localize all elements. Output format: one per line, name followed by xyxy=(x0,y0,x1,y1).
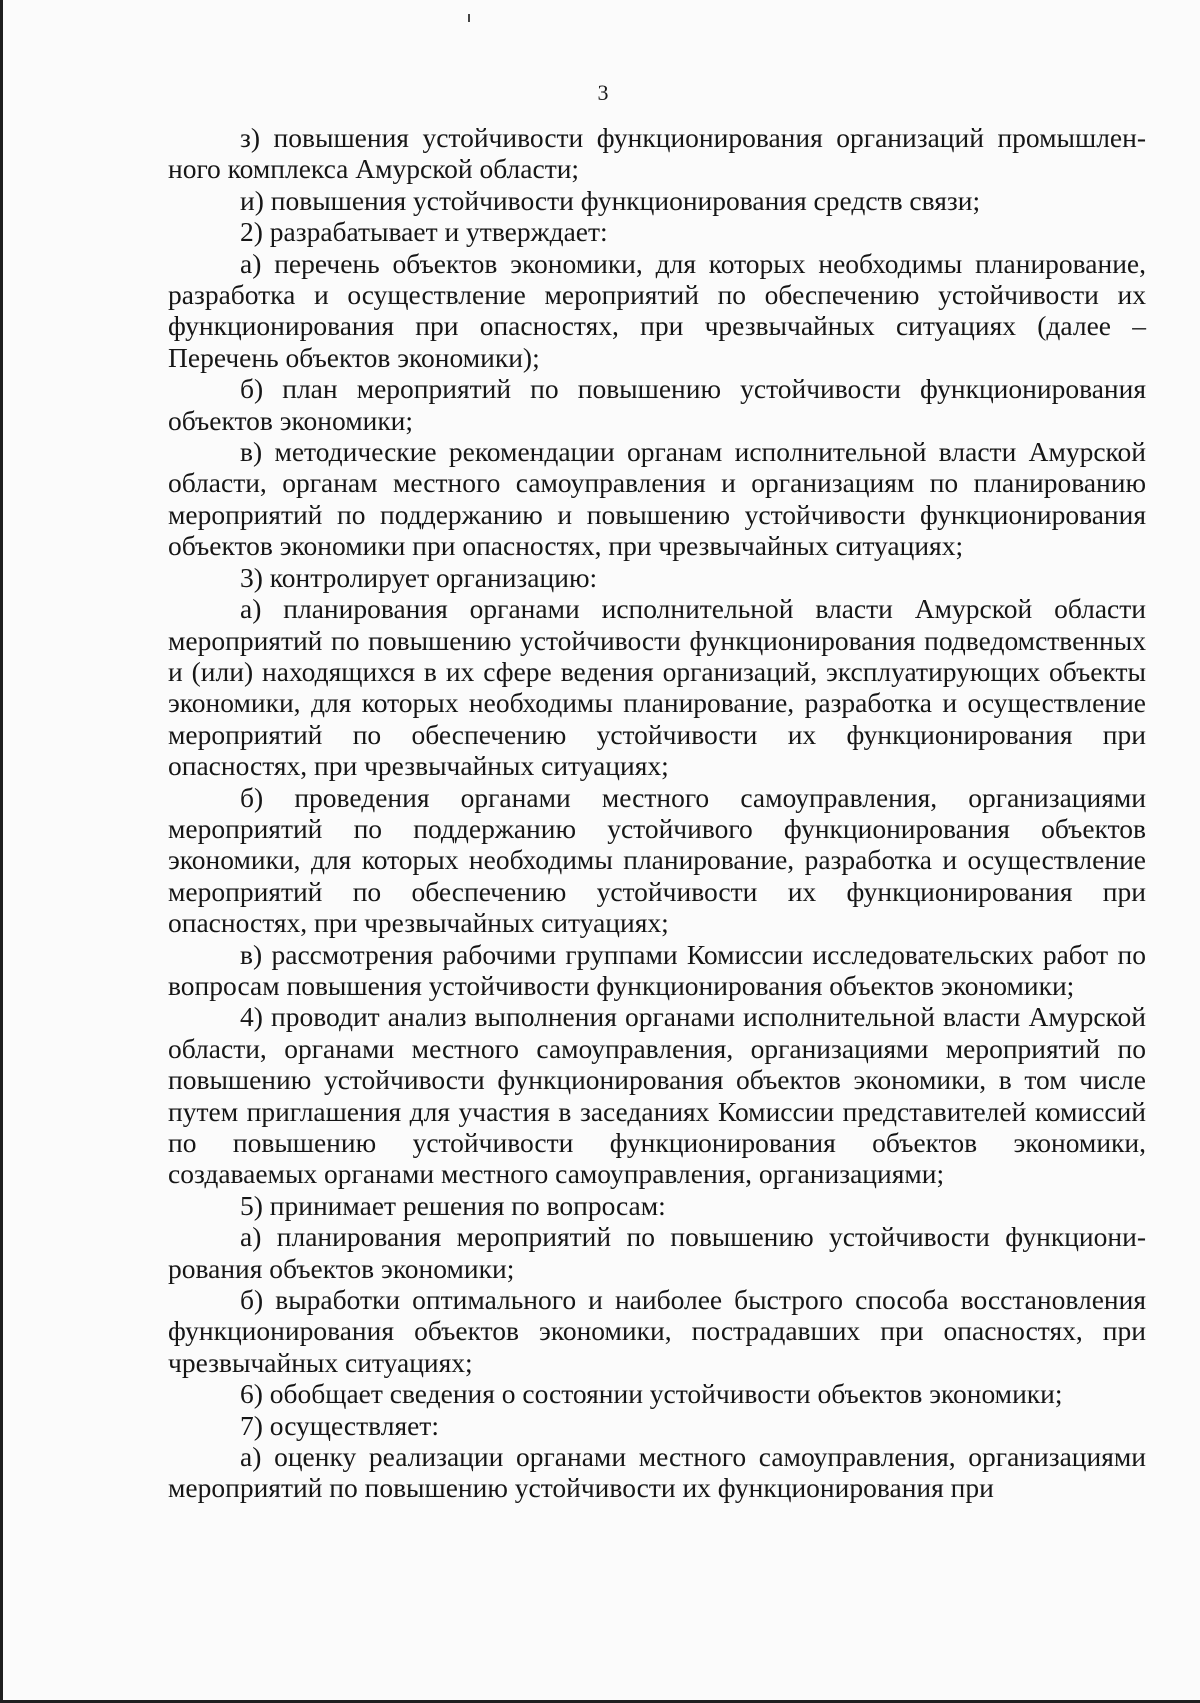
paragraph-5a: а) планирования мероприятий по повышению устойчивости функциони-рования объектов экономики; xyxy=(168,1221,1146,1284)
paragraph-3v: в) рассмотрения рабочими группами Комиссии исследовательских работ по вопросам повышения устойчивости функционирования объектов экономики; xyxy=(168,938,1146,1001)
paragraph-5b: б) выработки оптимального и наиболее быстрого способа восстановления функционирования объектов экономики, пострадавших при опасностях, при чрезвычайных ситуациях; xyxy=(168,1284,1146,1378)
paragraph-item-6: 6) обобщает сведения о состоянии устойчивости объектов экономики; xyxy=(240,1378,1063,1410)
paragraph-3a: а) планирования органами исполнительной власти Амурской области мероприятий по повышению устойчивости функционирования подведомственных и (или) находящихся в их сфере ведения организаций, эксплуатирующих объекты экономики, для которых необходимы планирование, разработка и осуществление мероприятий по обеспечению устойчивости их функционирования при опасностях, при чрезвычайных ситуациях; xyxy=(168,593,1146,782)
paragraph-2a: а) перечень объектов экономики, для которых необходимы планирование, разработка и осуществление мероприятий по обеспечению устойчивости их функционирования при опасностях, при чрезвычайных ситуациях (далее – Перечень объектов экономики); xyxy=(168,247,1146,373)
paragraph-item-2: 2) разрабатывает и утверждает: xyxy=(240,216,608,248)
paragraph-2v: в) методические рекомендации органам исполнительной власти Амурской области, органам местного самоуправления и организациям по планированию мероприятий по поддержанию и повышению устойчивости функционирования объектов экономики при опасностях, при чрезвычайных ситуациях; xyxy=(168,436,1146,562)
paragraph-item-3: 3) контролирует организацию: xyxy=(240,561,598,593)
paragraph-3i: и) повышения устойчивости функционирования средств связи; xyxy=(240,184,981,216)
scan-speck xyxy=(468,14,470,22)
paragraph-item-7: 7) осуществляет: xyxy=(240,1409,439,1441)
paragraph-3z: з) повышения устойчивости функционирования организаций промышлен-ного комплекса Амурской области; xyxy=(168,122,1146,185)
paragraph-item-5: 5) принимает решения по вопросам: xyxy=(240,1189,666,1221)
document-body xyxy=(168,122,1146,1504)
paragraph-3b: б) проведения органами местного самоуправления, организациями мероприятий по поддержанию устойчивого функционирования объектов экономики, для которых необходимы планирование, разработка и осуществление мероприятий по обеспечению устойчивости их функционирования при опасностях, при чрезвычайных ситуациях; xyxy=(168,781,1146,939)
paragraph-item-4: 4) проводит анализ выполнения органами исполнительной власти Амурской области, органами местного самоуправления, организациями мероприятий по повышению устойчивости функционирования объектов экономики, в том числе путем приглашения для участия в заседаниях Комиссии представителей комиссий по повышению устойчивости функционирования объектов экономики, создаваемых органами местного самоуправления, организациями; xyxy=(168,1001,1146,1190)
paragraph-7a: а) оценку реализации органами местного самоуправления, организациями мероприятий по повышению устойчивости их функционирования при xyxy=(168,1441,1146,1504)
paragraph-2b: б) план мероприятий по повышению устойчивости функционирования объектов экономики; xyxy=(168,373,1146,436)
page-number: 3 xyxy=(597,80,609,105)
